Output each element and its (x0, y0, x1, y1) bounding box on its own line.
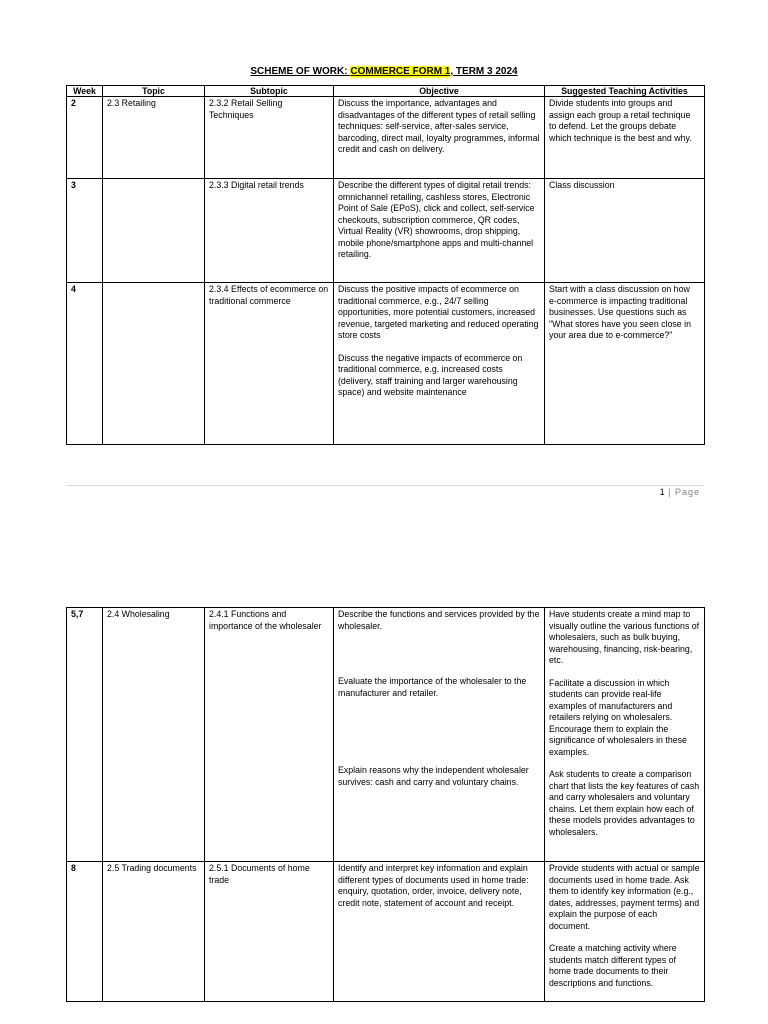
table-row (67, 608, 705, 862)
table-row (67, 283, 705, 445)
objective-cell (334, 179, 545, 283)
topic-cell: 2.4 Wholesaling (103, 608, 205, 862)
header-subtopic: Subtopic (205, 86, 334, 97)
objective-text: Describe the different types of digital retail trends: omnichannel retailing, cashless stores, Electronic Point of Sale (EPoS), click and collect, self-service checkouts, subscription commerce, QR codes, Virtual Reality (VR) showrooms, drop shipping, mobile phone/smartphone apps and multi-channel retailing. (338, 180, 535, 259)
subtopic-cell: 2.4.1 Functions and importance of the wholesaler (205, 608, 334, 862)
week-cell: 3 (67, 179, 103, 283)
objective-text: Evaluate the importance of the wholesaler to the manufacturer and retailer. (338, 676, 527, 698)
header-week: Week (67, 86, 103, 97)
objective-cell (334, 862, 545, 1002)
table-row (67, 862, 705, 1002)
objective-text: Discuss the negative impacts of ecommerce on traditional commerce, e.g. increased costs (delivery, staff training and larger warehousing space) and website maintenance (338, 352, 523, 397)
title-suffix: , TERM 3 2024 (450, 66, 518, 77)
objective-text: Explain reasons why the independent wholesaler survives: cash and carry and voluntary chains. (338, 765, 529, 787)
header-activities: Suggested Teaching Activities (545, 86, 705, 97)
footer-divider (66, 485, 704, 486)
table-row (67, 179, 705, 283)
objective-text: Discuss the importance, advantages and disadvantages of the different types of retail selling techniques: self-service, after-sales service, barcoding, direct mail, loyalty programmes, informal credit and cash on delivery. (338, 98, 540, 154)
header-topic: Topic (103, 86, 205, 97)
activity-text: Start with a class discussion on how e-commerce is impacting traditional businesses. Use questions such as "What stores have you seen close in your area due to e-commerce?" (549, 284, 691, 340)
objective-cell (334, 97, 545, 179)
objective-cell (334, 608, 545, 862)
week-cell: 8 (67, 862, 103, 1002)
subtopic-cell: 2.3.2 Retail Selling Techniques (205, 97, 334, 179)
objective-text: Identify and interpret key information and explain different types of documents used in home trade: enquiry, quotation, order, invoice, delivery note, credit note, statement of account and receipt. (338, 863, 529, 908)
page-footer (660, 487, 700, 497)
activity-text: Facilitate a discussion in which students can provide real-life examples of manufacturers and retailers relying on wholesalers. Encourage them to explain the significance of wholesalers in these examples. (549, 677, 687, 757)
objective-cell (334, 283, 545, 445)
title-prefix: SCHEME OF WORK: (250, 66, 351, 77)
page-2 (0, 560, 768, 1024)
subtopic-cell: 2.3.4 Effects of ecommerce on traditional commerce (205, 283, 334, 445)
title-highlight: COMMERCE FORM 1 (350, 66, 451, 77)
page-gap (0, 512, 768, 560)
activity-text: Class discussion (549, 180, 615, 190)
objective-text: Describe the functions and services provided by the wholesaler. (338, 609, 540, 631)
page-number: 1 (659, 487, 665, 497)
document-title (0, 66, 768, 77)
activity-text: Divide students into groups and assign each group a retail technique to defend. Let the groups debate which technique is the best and why. (549, 98, 692, 143)
activities-cell (545, 179, 705, 283)
week-cell: 2 (67, 97, 103, 179)
activities-cell (545, 97, 705, 179)
topic-cell (103, 283, 205, 445)
scheme-table-page-2 (66, 607, 705, 1002)
week-cell: 5,7 (67, 608, 103, 862)
scheme-table-page-1 (66, 85, 705, 445)
activity-text: Provide students with actual or sample documents used in home trade. Ask them to identify key information (e.g., dates, addresses, payment terms) and explain the purpose of each document. (549, 863, 700, 931)
subtopic-cell: 2.3.3 Digital retail trends (205, 179, 334, 283)
activity-text: Ask students to create a comparison chart that lists the key features of cash and carry wholesalers and voluntary chains. Let them explain how each of these models provides advantages to wholesalers. (549, 769, 700, 837)
topic-cell (103, 179, 205, 283)
page-label: Page (674, 487, 700, 497)
subtopic-cell: 2.5.1 Documents of home trade (205, 862, 334, 1002)
table-header-row (67, 86, 705, 97)
header-objective: Objective (334, 86, 545, 97)
week-cell: 4 (67, 283, 103, 445)
objective-text: Discuss the positive impacts of ecommerce on traditional commerce, e.g., 24/7 selling opportunities, more potential customers, increased revenue, targeted marketing and reduced operating store costs (338, 284, 539, 340)
activities-cell (545, 608, 705, 862)
page-separator: | (664, 487, 675, 497)
activity-text: Create a matching activity where students match different types of home trade documents to their descriptions and functions. (549, 943, 677, 988)
table-row (67, 97, 705, 179)
topic-cell: 2.3 Retailing (103, 97, 205, 179)
activity-text: Have students create a mind map to visually outline the various functions of wholesalers, such as bulk buying, warehousing, financing, risk-bearing, etc. (549, 609, 700, 665)
activities-cell (545, 283, 705, 445)
activities-cell (545, 862, 705, 1002)
topic-cell: 2.5 Trading documents (103, 862, 205, 1002)
